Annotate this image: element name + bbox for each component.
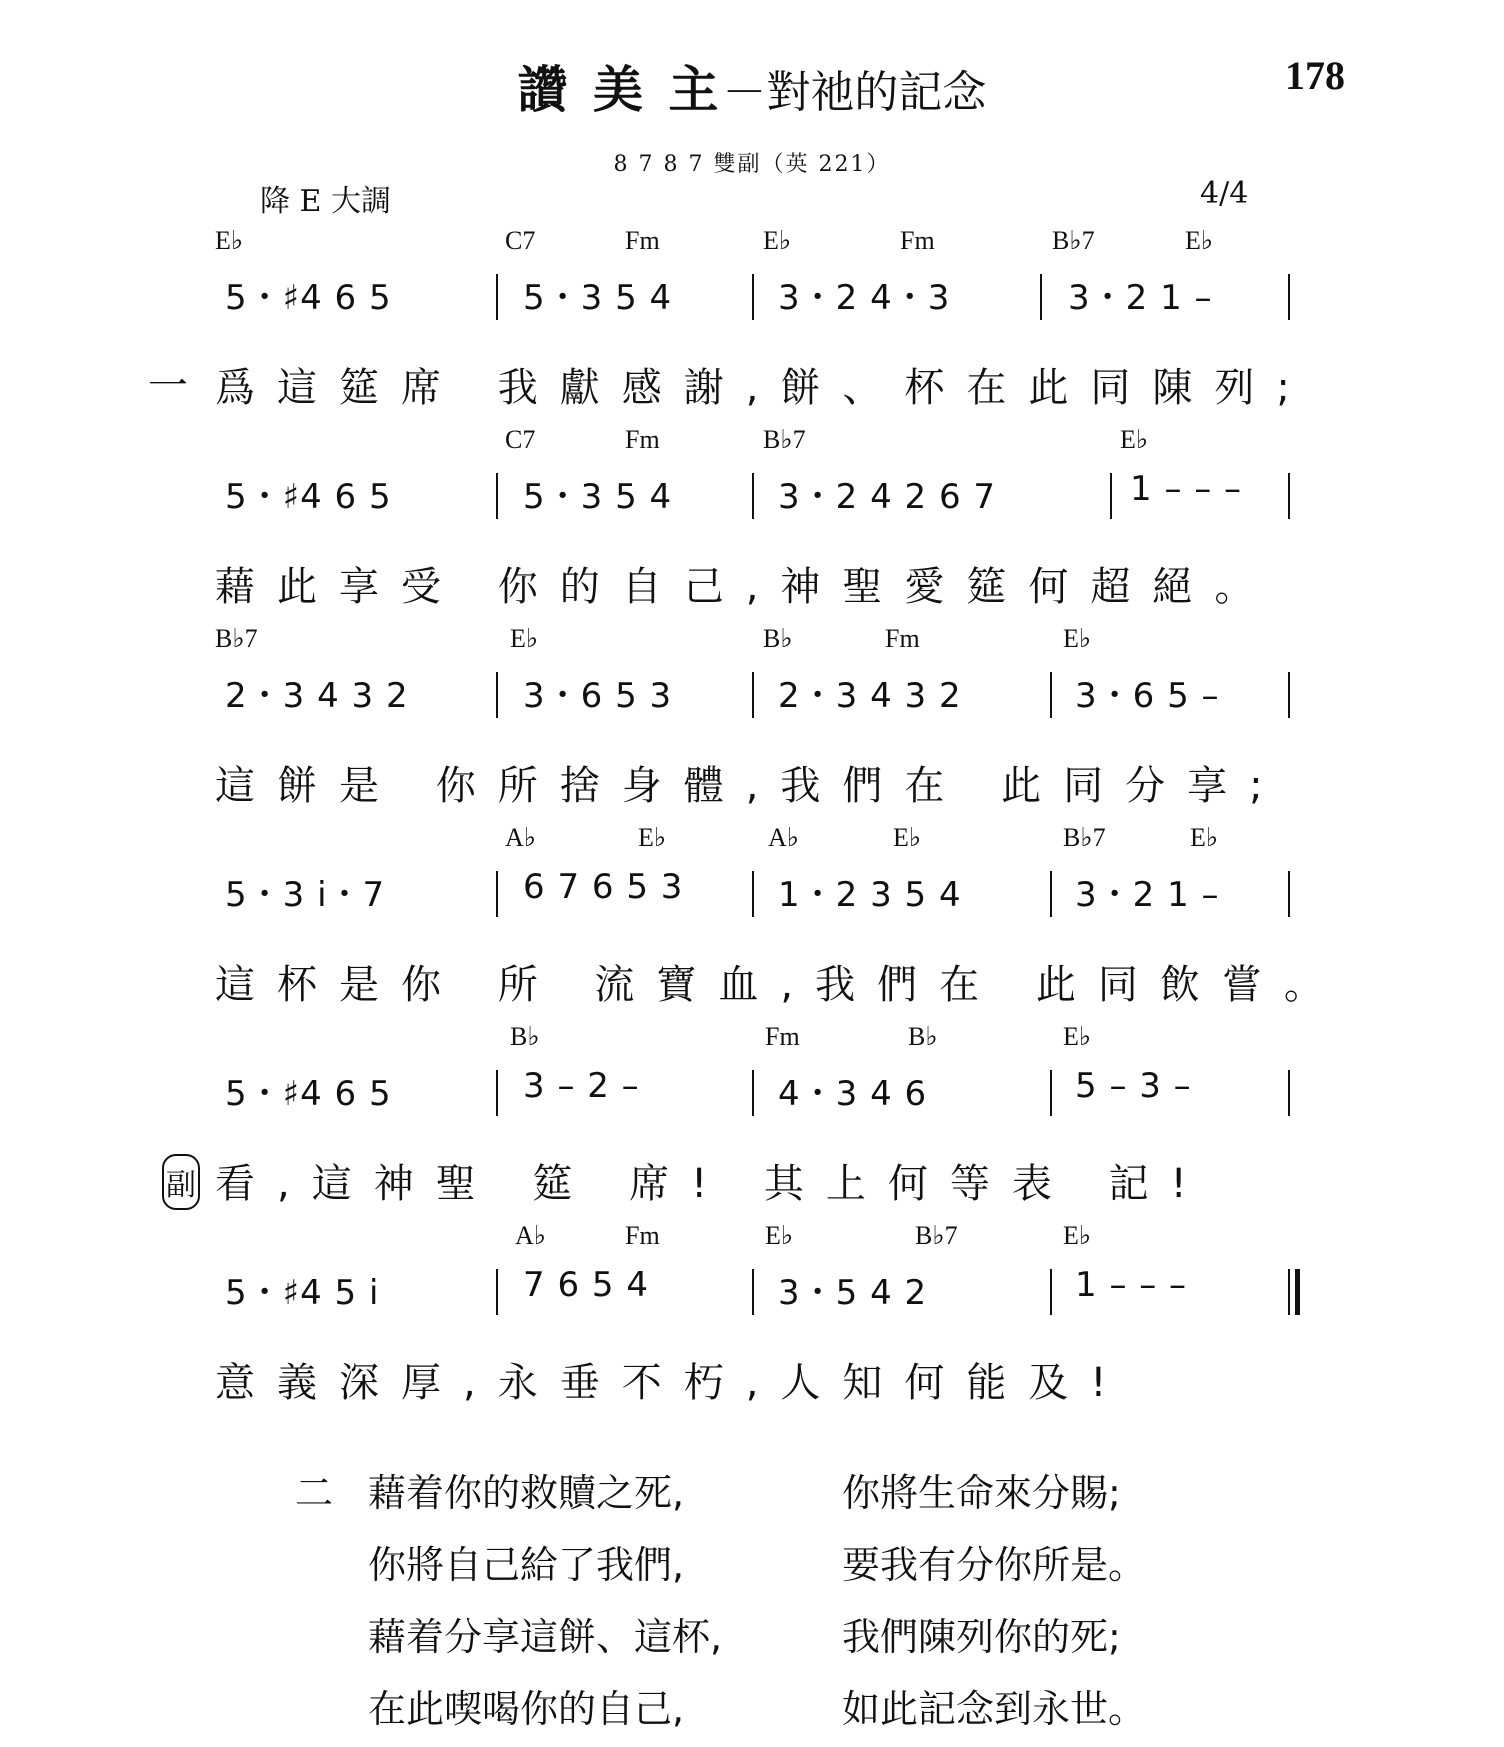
barline: [1110, 473, 1112, 519]
title-main: 讚 美 主: [517, 61, 723, 119]
barline: [496, 1070, 498, 1116]
chord-symbol: E♭: [1063, 1221, 1092, 1250]
barline: [1050, 871, 1052, 917]
chord-line: [0, 226, 1504, 266]
chord-symbol: Fm: [765, 1022, 800, 1051]
chord-symbol: Fm: [900, 226, 935, 255]
barline: [1288, 473, 1290, 519]
measure: 3・6 5 3: [523, 676, 673, 716]
barline: [496, 1269, 498, 1315]
chorus-label: 副: [162, 1154, 200, 1210]
measure: 1・2 3 5 4: [778, 875, 962, 915]
barline: [1288, 672, 1290, 718]
measure: 5・♯4 6 5: [225, 278, 392, 318]
hymn-number: 178: [1285, 53, 1345, 98]
measure: 3・6 5 –: [1075, 676, 1220, 716]
hymn-title: [0, 50, 1504, 122]
chord-line: [0, 823, 1504, 863]
barline: [752, 672, 754, 718]
stanza-line-right: 要我有分你所是。: [842, 1543, 1147, 1587]
key-signature: 降 E 大調: [260, 184, 391, 219]
chord-symbol: B♭7: [1052, 226, 1095, 255]
stanza-number: 二: [295, 1471, 334, 1515]
meter-label: 8 7 8 7 雙副（英 221）: [613, 152, 891, 177]
measure: 7 6 5 4: [523, 1265, 649, 1305]
chord-line: [0, 1221, 1504, 1261]
chord-symbol: E♭: [1190, 823, 1219, 852]
measure: 4・3 4 6: [778, 1074, 928, 1114]
measure: 6 7 6 5 3: [523, 867, 684, 907]
notation-line: [0, 1265, 1504, 1325]
measure: 5・♯4 6 5: [225, 1074, 392, 1114]
lyric-line: 藉此享受 你的自己,神聖愛筵何超絕。: [215, 564, 1277, 610]
barline: [1050, 1070, 1052, 1116]
chord-symbol: E♭: [638, 823, 667, 852]
notation-line: [0, 469, 1504, 529]
lyric-line: 爲這筵席 我獻感謝,餅、杯在此同陳列;: [215, 365, 1312, 411]
measure: 3 – 2 –: [523, 1066, 640, 1106]
chord-line: [0, 425, 1504, 465]
measure: 5・3 5 4: [523, 278, 673, 318]
measure: 5 – 3 –: [1075, 1066, 1192, 1106]
barline: [1050, 672, 1052, 718]
chord-symbol: E♭: [1063, 1022, 1092, 1051]
barline: [1040, 274, 1042, 320]
measure: 5・♯4 6 5: [225, 477, 392, 517]
stanza-line-left: 你將自己給了我們,: [368, 1543, 685, 1587]
stanza-line-left: 在此喫喝你的自己,: [368, 1687, 685, 1731]
chord-line: [0, 624, 1504, 664]
final-barline-thin: [1288, 1269, 1290, 1315]
lyric-line: 這餅是 你所捨身體,我們在 此同分享;: [215, 763, 1285, 809]
time-signature: 4/4: [1200, 176, 1249, 211]
measure: 5・♯4 5 i: [225, 1273, 380, 1313]
notation-line: [0, 867, 1504, 927]
measure: 3・2 4・3: [778, 278, 951, 318]
barline: [1288, 871, 1290, 917]
chord-line: [0, 1022, 1504, 1062]
stanza-line-right: 你將生命來分賜;: [842, 1471, 1121, 1515]
barline: [1050, 1269, 1052, 1315]
chord-symbol: Fm: [625, 1221, 660, 1250]
measure: 1 – – –: [1075, 1265, 1188, 1305]
chord-symbol: E♭: [1120, 425, 1149, 454]
final-barline-thick: [1295, 1269, 1300, 1315]
chord-symbol: B♭7: [763, 425, 806, 454]
chord-symbol: Fm: [625, 226, 660, 255]
barline: [752, 1070, 754, 1116]
stanza-number: 一: [148, 363, 188, 409]
chord-symbol: B♭7: [1063, 823, 1106, 852]
measure: 2・3 4 3 2: [225, 676, 409, 716]
stanza-line-left: 藉着分享這餅、這杯,: [368, 1615, 723, 1659]
chord-symbol: A♭: [515, 1221, 547, 1250]
chord-symbol: E♭: [215, 226, 244, 255]
chord-symbol: E♭: [1185, 226, 1214, 255]
measure: 3・2 1 –: [1068, 278, 1213, 318]
stanza-line-left: 藉着你的救贖之死,: [368, 1471, 685, 1515]
chord-symbol: A♭: [768, 823, 800, 852]
notation-line: [0, 270, 1504, 330]
chord-symbol: B♭7: [915, 1221, 958, 1250]
barline: [1288, 274, 1290, 320]
lyric-line: 意義深厚,永垂不朽,人知何能及!: [215, 1360, 1129, 1406]
title-subtitle: －對祂的記念: [722, 67, 987, 118]
chord-symbol: E♭: [765, 1221, 794, 1250]
measure: 3・5 4 2: [778, 1273, 928, 1313]
chord-symbol: B♭: [763, 624, 793, 653]
notation-line: [0, 1066, 1504, 1126]
chord-symbol: Fm: [625, 425, 660, 454]
chord-symbol: E♭: [893, 823, 922, 852]
measure: 2・3 4 3 2: [778, 676, 962, 716]
barline: [752, 1269, 754, 1315]
measure: 5・3 5 4: [523, 477, 673, 517]
barline: [496, 672, 498, 718]
lyric-line: 這杯是你 所 流寶血,我們在 此同飲嘗。: [215, 962, 1346, 1008]
notation-line: [0, 668, 1504, 728]
chord-symbol: A♭: [505, 823, 537, 852]
barline: [496, 274, 498, 320]
chord-symbol: C7: [505, 226, 536, 255]
measure: 3・2 1 –: [1075, 875, 1220, 915]
barline: [496, 473, 498, 519]
stanza-line-right: 如此記念到永世。: [842, 1687, 1147, 1731]
barline: [1288, 1070, 1290, 1116]
barline: [496, 871, 498, 917]
measure: 1 – – –: [1130, 469, 1243, 509]
chord-symbol: Fm: [885, 624, 920, 653]
barline: [752, 274, 754, 320]
chord-symbol: C7: [505, 425, 536, 454]
chord-symbol: E♭: [1063, 624, 1092, 653]
stanza-line-right: 我們陳列你的死;: [842, 1615, 1121, 1659]
chord-symbol: B♭7: [215, 624, 258, 653]
lyric-line: 看,這神聖 筵 席! 其上何等表 記!: [215, 1161, 1209, 1207]
chord-symbol: E♭: [510, 624, 539, 653]
chord-symbol: E♭: [763, 226, 792, 255]
chord-symbol: B♭: [510, 1022, 540, 1051]
barline: [752, 871, 754, 917]
chord-symbol: B♭: [908, 1022, 938, 1051]
barline: [752, 473, 754, 519]
measure: 5・3 i・7: [225, 875, 386, 915]
measure: 3・2 4 2 6 7: [778, 477, 997, 517]
